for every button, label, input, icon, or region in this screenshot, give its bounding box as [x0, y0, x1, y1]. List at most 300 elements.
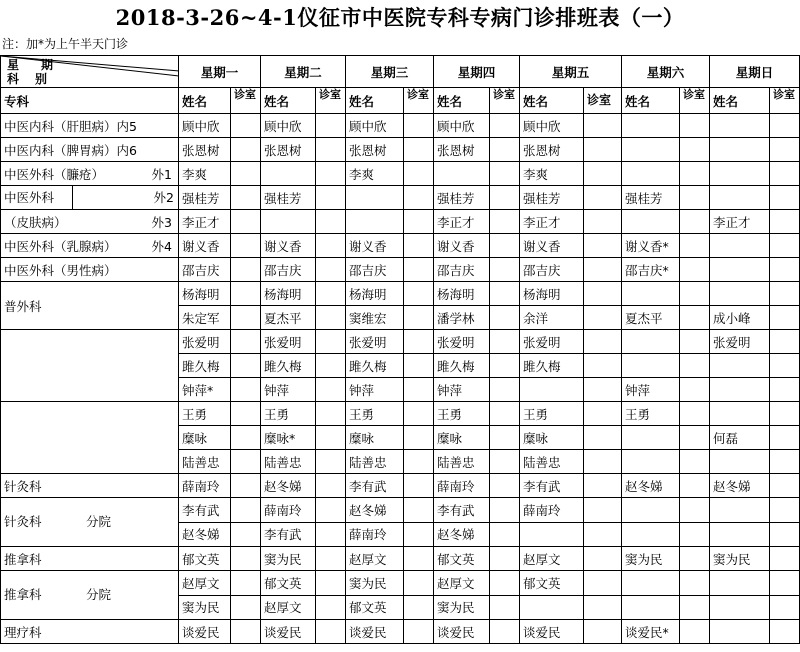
room-cell	[316, 258, 346, 282]
doctor-name-cell: 王勇	[261, 402, 316, 426]
day-header: 星期日	[710, 56, 800, 88]
doctor-name-cell: 顾中欣	[179, 114, 231, 138]
doctor-name-cell	[710, 114, 770, 138]
room-cell	[231, 498, 261, 523]
dept-label: （皮肤病）	[4, 214, 67, 230]
doctor-name-cell: 王勇	[622, 402, 680, 426]
dept-cell: 推拿科	[1, 547, 179, 571]
doctor-name-cell: 余洋	[520, 306, 584, 330]
doctor-name-cell	[622, 138, 680, 162]
table-row	[1, 114, 800, 138]
doctor-name-cell: 郁文英	[261, 571, 316, 596]
table-row	[1, 258, 800, 282]
dept-room-code: 外2	[153, 190, 174, 205]
room-cell	[404, 426, 434, 450]
header-row-days	[1, 56, 800, 88]
doctor-name-cell: 赵厚文	[261, 595, 316, 620]
doctor-name-cell: 谢义香*	[622, 234, 680, 258]
doctor-name-cell: 糜咏*	[261, 426, 316, 450]
room-cell	[316, 186, 346, 210]
room-cell	[770, 595, 800, 620]
room-cell	[404, 114, 434, 138]
room-cell	[404, 210, 434, 234]
room-column-header: 诊室	[231, 88, 261, 114]
doctor-name-cell	[710, 402, 770, 426]
doctor-name-cell: 王勇	[179, 402, 231, 426]
room-cell	[584, 620, 622, 644]
room-cell	[680, 282, 710, 306]
room-cell	[490, 330, 520, 354]
dept-cell: 中医内科（脾胃病）内6	[1, 138, 179, 162]
doctor-name-cell: 夏杰平	[261, 306, 316, 330]
doctor-name-cell: 雎久梅	[434, 354, 490, 378]
page-title: 2018-3-26~4-1仪征市中医院专科专病门诊排班表（一）	[115, 5, 685, 30]
doctor-name-cell: 强桂芳	[520, 186, 584, 210]
room-cell	[231, 450, 261, 474]
doctor-name-cell: 赵厚文	[434, 571, 490, 596]
doctor-name-cell: 张恩树	[179, 138, 231, 162]
room-cell	[770, 330, 800, 354]
room-cell	[770, 210, 800, 234]
room-cell	[404, 620, 434, 644]
room-cell	[404, 354, 434, 378]
room-cell	[490, 162, 520, 186]
room-cell	[404, 402, 434, 426]
room-cell	[404, 234, 434, 258]
room-cell	[680, 162, 710, 186]
room-cell	[584, 282, 622, 306]
doctor-name-cell: 杨海明	[261, 282, 316, 306]
room-cell	[404, 547, 434, 571]
doctor-name-cell	[622, 522, 680, 547]
room-cell	[490, 547, 520, 571]
doctor-name-cell: 窦为民	[710, 547, 770, 571]
room-cell	[316, 138, 346, 162]
table-row	[1, 498, 800, 523]
room-cell	[316, 306, 346, 330]
table-row	[1, 162, 800, 186]
doctor-name-cell: 郁文英	[520, 571, 584, 596]
table-row	[1, 138, 800, 162]
room-cell	[231, 426, 261, 450]
room-cell	[584, 498, 622, 523]
doctor-name-cell: 赵冬娣	[434, 522, 490, 547]
doctor-name-cell: 谢义香	[179, 234, 231, 258]
name-column-header: 姓名	[346, 88, 404, 114]
doctor-name-cell	[710, 186, 770, 210]
room-cell	[770, 282, 800, 306]
doctor-name-cell: 张爱明	[346, 330, 404, 354]
table-row	[1, 620, 800, 644]
room-cell	[404, 306, 434, 330]
room-cell	[231, 258, 261, 282]
table-row	[1, 282, 800, 306]
room-cell	[404, 498, 434, 523]
room-cell	[404, 162, 434, 186]
dept-cell: 普外科	[1, 282, 179, 330]
doctor-name-cell: 陆善忠	[520, 450, 584, 474]
room-cell	[231, 234, 261, 258]
dept-room-code: 外3	[151, 214, 172, 230]
doctor-name-cell: 赵厚文	[520, 547, 584, 571]
doctor-name-cell: 糜咏	[434, 426, 490, 450]
doctor-name-cell: 强桂芳	[622, 186, 680, 210]
doctor-name-cell	[622, 114, 680, 138]
day-header: 星期一	[179, 56, 261, 88]
dept-cell: 理疗科	[1, 620, 179, 644]
room-cell	[584, 162, 622, 186]
doctor-name-cell: 赵冬娣	[346, 498, 404, 523]
doctor-name-cell	[520, 378, 584, 402]
room-cell	[770, 306, 800, 330]
doctor-name-cell: 王勇	[520, 402, 584, 426]
room-cell	[316, 402, 346, 426]
doctor-name-cell: 杨海明	[179, 282, 231, 306]
doctor-name-cell: 邵吉庆	[261, 258, 316, 282]
doctor-name-cell: 谈爱民	[346, 620, 404, 644]
dept-cell	[1, 498, 179, 547]
note-text: 注：加*为上午半天门诊	[2, 37, 129, 51]
doctor-name-cell	[622, 162, 680, 186]
corner-label-top1: 星	[7, 58, 20, 72]
dept-label: 中医外科（乳腺病）	[4, 238, 117, 254]
room-cell	[680, 547, 710, 571]
doctor-name-cell: 强桂芳	[261, 186, 316, 210]
dept-cell: 中医内科（肝胆病）内5	[1, 114, 179, 138]
dept-room-code: 外1	[151, 166, 172, 182]
doctor-name-cell	[622, 595, 680, 620]
doctor-name-cell: 邵吉庆	[346, 258, 404, 282]
doctor-name-cell: 谢义香	[346, 234, 404, 258]
table-row	[1, 571, 800, 596]
table-row	[1, 474, 800, 498]
room-cell	[490, 426, 520, 450]
doctor-name-cell: 糜咏	[346, 426, 404, 450]
room-cell	[490, 258, 520, 282]
doctor-name-cell: 潘学林	[434, 306, 490, 330]
doctor-name-cell: 谈爱民*	[622, 620, 680, 644]
doctor-name-cell: 顾中欣	[434, 114, 490, 138]
table-row	[1, 330, 800, 354]
doctor-name-cell: 钟萍	[622, 378, 680, 402]
room-cell	[770, 426, 800, 450]
room-cell	[770, 162, 800, 186]
room-cell	[680, 474, 710, 498]
doctor-name-cell	[261, 162, 316, 186]
doctor-name-cell	[710, 234, 770, 258]
room-cell	[404, 474, 434, 498]
room-cell	[490, 114, 520, 138]
doctor-name-cell: 陆善忠	[179, 450, 231, 474]
doctor-name-cell	[710, 162, 770, 186]
name-column-header: 姓名	[261, 88, 316, 114]
doctor-name-cell: 夏杰平	[622, 306, 680, 330]
doctor-name-cell: 邵吉庆*	[622, 258, 680, 282]
room-cell	[584, 210, 622, 234]
room-cell	[584, 426, 622, 450]
doctor-name-cell: 糜咏	[520, 426, 584, 450]
room-cell	[231, 162, 261, 186]
room-cell	[316, 210, 346, 234]
dept-cell	[1, 210, 179, 234]
room-cell	[770, 258, 800, 282]
doctor-name-cell: 王勇	[434, 402, 490, 426]
dept-cell	[1, 571, 179, 620]
doctor-name-cell	[710, 595, 770, 620]
doctor-name-cell	[622, 282, 680, 306]
doctor-name-cell: 谈爱民	[434, 620, 490, 644]
doctor-name-cell: 李爽	[179, 162, 231, 186]
doctor-name-cell	[346, 210, 404, 234]
doctor-name-cell: 郁文英	[346, 595, 404, 620]
room-cell	[490, 402, 520, 426]
dept-cell	[1, 186, 179, 210]
room-cell	[404, 282, 434, 306]
room-cell	[404, 522, 434, 547]
doctor-name-cell: 薛南玲	[261, 498, 316, 523]
doctor-name-cell: 王勇	[346, 402, 404, 426]
doctor-name-cell: 钟萍	[261, 378, 316, 402]
room-cell	[680, 571, 710, 596]
room-cell	[680, 378, 710, 402]
room-cell	[231, 282, 261, 306]
doctor-name-cell: 杨海明	[434, 282, 490, 306]
doctor-name-cell	[710, 522, 770, 547]
doctor-name-cell: 张恩树	[261, 138, 316, 162]
room-cell	[584, 571, 622, 596]
room-cell	[316, 162, 346, 186]
doctor-name-cell: 钟萍*	[179, 378, 231, 402]
doctor-name-cell	[622, 210, 680, 234]
room-column-header: 诊室	[770, 88, 800, 114]
room-cell	[490, 498, 520, 523]
room-column-header: 诊室	[680, 88, 710, 114]
doctor-name-cell: 张恩树	[434, 138, 490, 162]
doctor-name-cell: 雎久梅	[179, 354, 231, 378]
doctor-name-cell: 赵冬娣	[710, 474, 770, 498]
room-cell	[231, 138, 261, 162]
doctor-name-cell: 窦为民	[261, 547, 316, 571]
doctor-name-cell	[622, 450, 680, 474]
name-column-header: 姓名	[520, 88, 584, 114]
dept-room-code: 分院	[86, 587, 112, 602]
room-cell	[770, 114, 800, 138]
doctor-name-cell: 张爱明	[179, 330, 231, 354]
doctor-name-cell: 窦为民	[622, 547, 680, 571]
doctor-name-cell	[622, 498, 680, 523]
room-cell	[316, 450, 346, 474]
room-column-header: 诊室	[404, 88, 434, 114]
doctor-name-cell: 顾中欣	[520, 114, 584, 138]
doctor-name-cell: 邵吉庆	[520, 258, 584, 282]
doctor-name-cell	[710, 138, 770, 162]
name-column-header: 姓名	[622, 88, 680, 114]
doctor-name-cell: 雎久梅	[520, 354, 584, 378]
doctor-name-cell: 李爽	[346, 162, 404, 186]
doctor-name-cell: 张爱明	[520, 330, 584, 354]
room-cell	[584, 474, 622, 498]
room-cell	[680, 498, 710, 523]
room-cell	[770, 234, 800, 258]
doctor-name-cell: 赵冬娣	[179, 522, 231, 547]
doctor-name-cell: 谈爱民	[261, 620, 316, 644]
name-column-header: 姓名	[710, 88, 770, 114]
room-cell	[680, 522, 710, 547]
doctor-name-cell: 张恩树	[346, 138, 404, 162]
room-cell	[770, 138, 800, 162]
room-cell	[770, 354, 800, 378]
room-cell	[404, 450, 434, 474]
room-cell	[490, 571, 520, 596]
dept-room-code: 分院	[86, 514, 112, 529]
doctor-name-cell: 雎久梅	[346, 354, 404, 378]
dept-cell	[1, 402, 179, 474]
room-cell	[404, 186, 434, 210]
room-cell	[231, 378, 261, 402]
doctor-name-cell: 李有武	[179, 498, 231, 523]
doctor-name-cell: 强桂芳	[434, 186, 490, 210]
doctor-name-cell: 郁文英	[179, 547, 231, 571]
room-cell	[584, 378, 622, 402]
room-cell	[770, 186, 800, 210]
dept-label: 针灸科	[4, 514, 42, 529]
doctor-name-cell	[622, 354, 680, 378]
dept-label: 推拿科	[4, 587, 42, 602]
room-cell	[490, 450, 520, 474]
room-cell	[231, 522, 261, 547]
doctor-name-cell: 薛南玲	[520, 498, 584, 523]
doctor-name-cell	[261, 210, 316, 234]
doctor-name-cell	[622, 426, 680, 450]
room-cell	[316, 426, 346, 450]
doctor-name-cell: 杨海明	[346, 282, 404, 306]
room-cell	[316, 114, 346, 138]
table-row	[1, 186, 800, 210]
room-column-header: 诊室	[316, 88, 346, 114]
room-cell	[316, 378, 346, 402]
day-header: 星期六	[622, 56, 710, 88]
doctor-name-cell: 钟萍	[346, 378, 404, 402]
doctor-name-cell: 顾中欣	[261, 114, 316, 138]
doctor-name-cell: 邵吉庆	[434, 258, 490, 282]
doctor-name-cell: 谈爱民	[520, 620, 584, 644]
room-cell	[584, 354, 622, 378]
room-cell	[680, 210, 710, 234]
room-cell	[584, 306, 622, 330]
corner-diagonal	[1, 56, 179, 87]
doctor-name-cell	[710, 571, 770, 596]
doctor-name-cell: 李有武	[520, 474, 584, 498]
room-cell	[316, 498, 346, 523]
dept-label: 中医外科（臁疮）	[4, 166, 105, 182]
doctor-name-cell: 杨海明	[520, 282, 584, 306]
doctor-name-cell: 谢义香	[434, 234, 490, 258]
name-column-header: 姓名	[179, 88, 231, 114]
room-cell	[770, 522, 800, 547]
doctor-name-cell: 何磊	[710, 426, 770, 450]
room-cell	[231, 474, 261, 498]
room-cell	[584, 258, 622, 282]
room-cell	[231, 547, 261, 571]
dept-cell	[1, 330, 179, 402]
doctor-name-cell: 谢义香	[261, 234, 316, 258]
schedule-table	[0, 55, 800, 644]
room-cell	[404, 138, 434, 162]
room-cell	[316, 571, 346, 596]
doctor-name-cell: 赵厚文	[346, 547, 404, 571]
room-cell	[584, 234, 622, 258]
dept-cell	[1, 162, 179, 186]
doctor-name-cell: 张爱明	[710, 330, 770, 354]
room-cell	[770, 498, 800, 523]
table-row	[1, 547, 800, 571]
doctor-name-cell: 李有武	[261, 522, 316, 547]
room-cell	[231, 210, 261, 234]
table-row	[1, 402, 800, 426]
room-cell	[316, 330, 346, 354]
room-cell	[231, 306, 261, 330]
room-cell	[490, 595, 520, 620]
doctor-name-cell: 赵厚文	[179, 571, 231, 596]
room-cell	[680, 354, 710, 378]
doctor-name-cell	[520, 595, 584, 620]
room-cell	[404, 330, 434, 354]
room-cell	[680, 426, 710, 450]
table-row	[1, 234, 800, 258]
room-cell	[584, 595, 622, 620]
room-cell	[404, 258, 434, 282]
table-row	[1, 210, 800, 234]
room-cell	[316, 595, 346, 620]
room-column-header: 诊室	[490, 88, 520, 114]
doctor-name-cell: 窦维宏	[346, 306, 404, 330]
doctor-name-cell: 顾中欣	[346, 114, 404, 138]
room-cell	[316, 620, 346, 644]
room-cell	[680, 306, 710, 330]
room-cell	[680, 620, 710, 644]
day-header: 星期四	[434, 56, 520, 88]
room-cell	[231, 330, 261, 354]
header-row-columns	[1, 88, 800, 114]
doctor-name-cell: 陆善忠	[346, 450, 404, 474]
dept-column-header: 专科	[1, 88, 179, 114]
room-cell	[316, 547, 346, 571]
doctor-name-cell: 郁文英	[434, 547, 490, 571]
dept-label: 中医外科	[1, 186, 73, 209]
room-cell	[770, 450, 800, 474]
doctor-name-cell: 赵冬娣	[622, 474, 680, 498]
room-cell	[231, 354, 261, 378]
doctor-name-cell: 窦为民	[346, 571, 404, 596]
doctor-name-cell	[710, 258, 770, 282]
room-cell	[490, 138, 520, 162]
doctor-name-cell: 雎久梅	[261, 354, 316, 378]
doctor-name-cell: 糜咏	[179, 426, 231, 450]
room-cell	[680, 114, 710, 138]
doctor-name-cell	[622, 330, 680, 354]
doctor-name-cell: 陆善忠	[261, 450, 316, 474]
room-cell	[231, 186, 261, 210]
doctor-name-cell	[710, 498, 770, 523]
room-cell	[770, 620, 800, 644]
room-column-header: 诊室	[584, 88, 622, 114]
room-cell	[231, 571, 261, 596]
room-cell	[584, 402, 622, 426]
room-cell	[770, 571, 800, 596]
room-cell	[770, 547, 800, 571]
room-cell	[584, 522, 622, 547]
doctor-name-cell	[622, 571, 680, 596]
